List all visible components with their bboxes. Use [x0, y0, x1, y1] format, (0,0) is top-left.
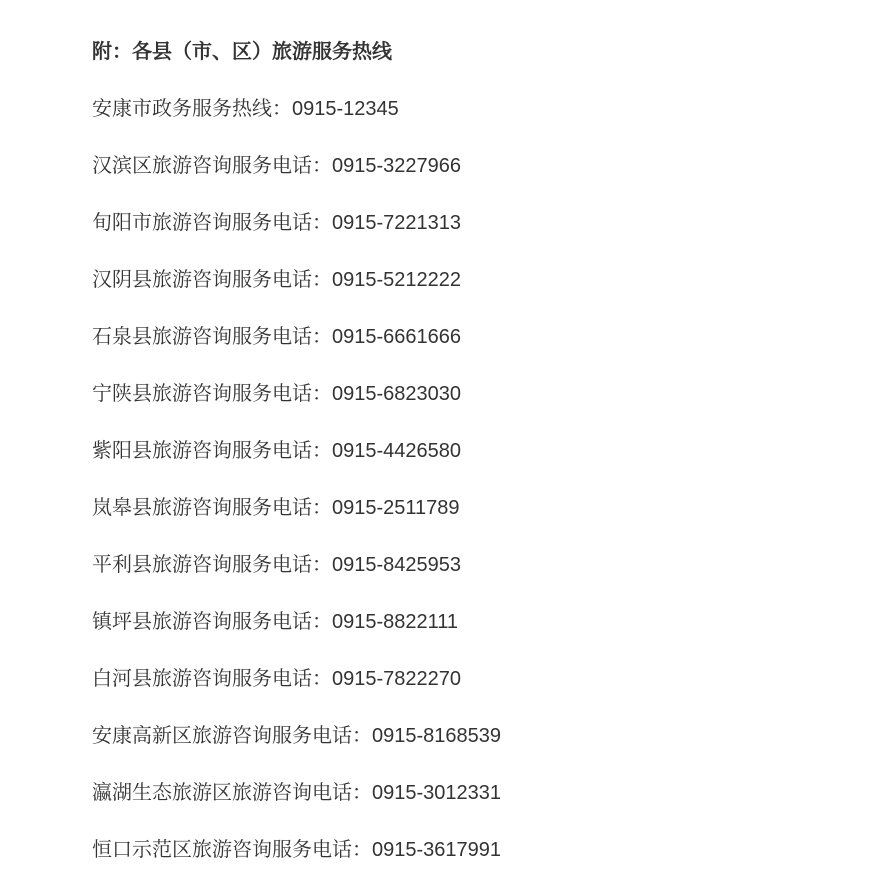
hotline-line	[92, 669, 829, 689]
hotline-number: 0915-3617991	[372, 839, 502, 861]
hotline-number: 0915-7822270	[332, 668, 462, 690]
hotline-label: 白河县旅游咨询服务电话：	[92, 668, 332, 690]
hotline-line	[92, 840, 829, 860]
hotline-line	[92, 384, 829, 404]
hotline-line	[92, 270, 829, 290]
hotline-number: 0915-7221313	[332, 212, 462, 234]
hotline-label: 旬阳市旅游咨询服务电话：	[92, 212, 332, 234]
hotline-label: 石泉县旅游咨询服务电话：	[92, 326, 332, 348]
hotline-line	[92, 327, 829, 347]
hotline-line	[92, 441, 829, 461]
hotline-line	[92, 726, 829, 746]
section-heading: 附：各县（市、区）旅游服务热线	[92, 41, 392, 63]
hotline-line	[92, 498, 829, 518]
hotline-number: 0915-8822111	[332, 611, 459, 633]
hotline-line	[92, 783, 829, 803]
hotline-number: 0915-8425953	[332, 554, 462, 576]
hotline-label: 紫阳县旅游咨询服务电话：	[92, 440, 332, 462]
hotline-number: 0915-6661666	[332, 326, 462, 348]
hotline-line	[92, 99, 829, 119]
hotline-number: 0915-4426580	[332, 440, 462, 462]
hotline-label: 宁陕县旅游咨询服务电话：	[92, 383, 332, 405]
hotline-number: 0915-3012331	[372, 782, 502, 804]
hotline-label: 安康市政务服务热线：	[92, 98, 292, 120]
hotline-number: 0915-5212222	[332, 269, 462, 291]
hotline-label: 安康高新区旅游咨询服务电话：	[92, 725, 372, 747]
hotline-number: 0915-2511789	[332, 497, 460, 519]
hotline-line	[92, 213, 829, 233]
hotline-label: 恒口示范区旅游咨询服务电话：	[92, 839, 372, 861]
hotline-label: 岚皋县旅游咨询服务电话：	[92, 497, 332, 519]
hotline-label: 平利县旅游咨询服务电话：	[92, 554, 332, 576]
hotline-line	[92, 156, 829, 176]
hotline-label: 瀛湖生态旅游区旅游咨询电话：	[92, 782, 372, 804]
hotline-line	[92, 612, 829, 632]
hotline-number: 0915-8168539	[372, 725, 502, 747]
hotline-number: 0915-6823030	[332, 383, 462, 405]
hotline-label: 镇坪县旅游咨询服务电话：	[92, 611, 332, 633]
hotline-label: 汉滨区旅游咨询服务电话：	[92, 155, 332, 177]
hotline-number: 0915-3227966	[332, 155, 462, 177]
hotline-number: 0915-12345	[292, 98, 399, 120]
hotline-label: 汉阴县旅游咨询服务电话：	[92, 269, 332, 291]
hotline-line	[92, 555, 829, 575]
